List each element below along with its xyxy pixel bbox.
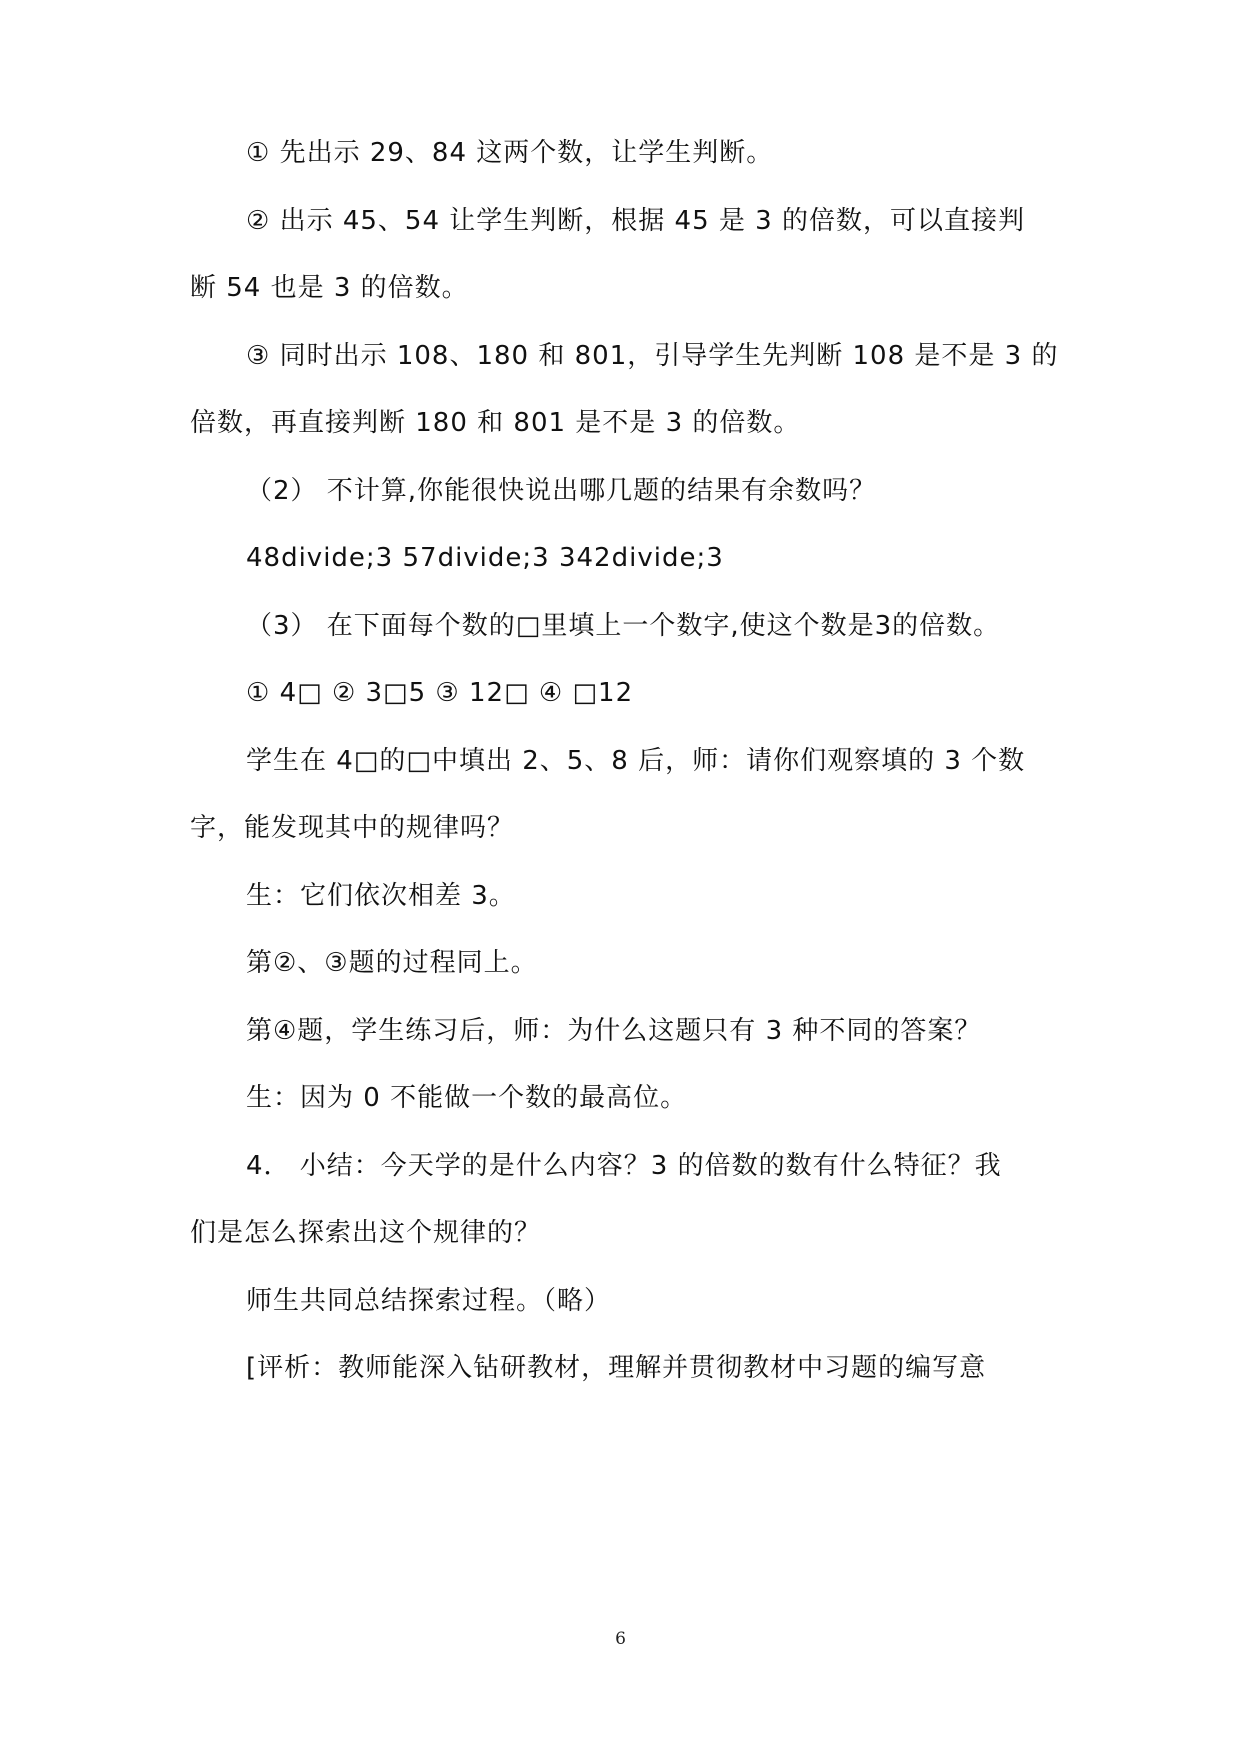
text-line: [评析：教师能深入钻研教材，理解并贯彻教材中习题的编写意 bbox=[246, 1353, 987, 1383]
text-line: 生：它们依次相差 3。 bbox=[246, 881, 516, 911]
text-line: （2） 不计算,你能很快说出哪几题的结果有余数吗？ bbox=[246, 476, 877, 506]
text-line: 第④题，学生练习后，师：为什么这题只有 3 种不同的答案？ bbox=[246, 1016, 982, 1046]
text-line: 字，能发现其中的规律吗？ bbox=[190, 813, 515, 843]
text-line: ① 先出示 29、84 这两个数，让学生判断。 bbox=[246, 138, 774, 168]
text-line: 学生在 4□的□中填出 2、5、8 后，师：请你们观察填的 3 个数 bbox=[246, 746, 1026, 776]
page-number: 6 bbox=[615, 1629, 626, 1649]
text-line: 师生共同总结探索过程。（略） bbox=[246, 1286, 612, 1316]
text-line: ② 出示 45、54 让学生判断，根据 45 是 3 的倍数，可以直接判 bbox=[246, 206, 1025, 236]
text-line: （3） 在下面每个数的□里填上一个数字,使这个数是3的倍数。 bbox=[246, 611, 1001, 641]
text-line: 们是怎么探索出这个规律的？ bbox=[190, 1218, 542, 1248]
text-line: 生：因为 0 不能做一个数的最高位。 bbox=[246, 1083, 688, 1113]
text-line: 48divide;3 57divide;3 342divide;3 bbox=[246, 543, 724, 573]
text-line: 4． 小结：今天学的是什么内容？3 的倍数的数有什么特征？我 bbox=[246, 1151, 1002, 1181]
text-line: 断 54 也是 3 的倍数。 bbox=[190, 273, 469, 303]
text-line: 倍数，再直接判断 180 和 801 是不是 3 的倍数。 bbox=[190, 408, 801, 438]
text-line: 第②、③题的过程同上。 bbox=[246, 948, 538, 978]
text-line: ③ 同时出示 108、180 和 801，引导学生先判断 108 是不是 3 的 bbox=[246, 341, 1059, 371]
text-line: ① 4□ ② 3□5 ③ 12□ ④ □12 bbox=[246, 678, 634, 708]
